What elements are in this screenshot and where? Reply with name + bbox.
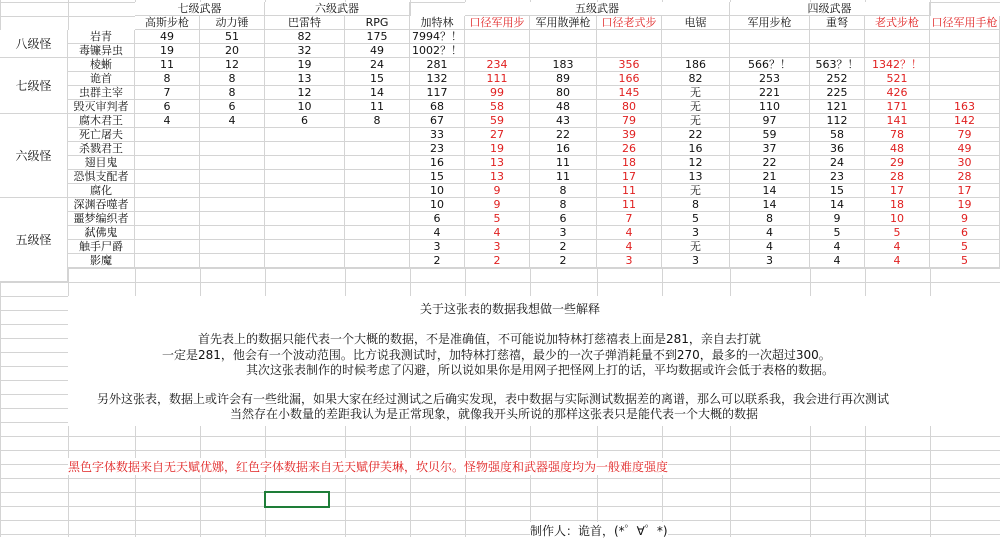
ammo-value[interactable]: 7 [135, 86, 200, 100]
ammo-value[interactable]: 4 [810, 254, 865, 268]
monster-tier-label: 五级怪 [0, 198, 68, 282]
ammo-value[interactable] [135, 142, 200, 156]
ammo-value[interactable] [265, 212, 345, 226]
ammo-value[interactable]: 163 [930, 100, 1000, 114]
weapon-tier-header[interactable]: 六级武器 [265, 2, 410, 16]
ammo-value[interactable]: 无 [662, 114, 730, 128]
ammo-value[interactable]: 80 [597, 100, 662, 114]
ammo-value[interactable]: 29 [865, 156, 930, 170]
weapon-tier-header[interactable]: 五级武器 [465, 2, 730, 16]
ammo-value[interactable]: 22 [730, 156, 810, 170]
ammo-value[interactable]: 142 [930, 114, 1000, 128]
ammo-value[interactable]: 6 [135, 100, 200, 114]
ammo-value[interactable] [200, 170, 265, 184]
ammo-value[interactable]: 79 [597, 114, 662, 128]
weapon-header[interactable]: 军用散弹枪 [530, 16, 597, 30]
ammo-value[interactable]: 9 [930, 212, 1000, 226]
ammo-value[interactable]: 5 [930, 240, 1000, 254]
ammo-value[interactable]: 58 [810, 128, 865, 142]
ammo-value[interactable]: 24 [810, 156, 865, 170]
ammo-value[interactable]: 356 [597, 58, 662, 72]
ammo-value[interactable]: 2 [530, 240, 597, 254]
ammo-value[interactable] [265, 128, 345, 142]
ammo-value[interactable]: 27 [465, 128, 530, 142]
ammo-value[interactable] [200, 156, 265, 170]
ammo-value[interactable]: 89 [530, 72, 597, 86]
monster-name[interactable]: 棱蜥 [68, 58, 135, 72]
ammo-value[interactable]: 4 [810, 240, 865, 254]
ammo-value[interactable]: 3 [410, 240, 465, 254]
weapon-header[interactable]: 口径老式步 [597, 16, 662, 30]
ammo-value[interactable]: 67 [410, 114, 465, 128]
ammo-value[interactable]: 13 [662, 170, 730, 184]
ammo-value[interactable]: 426 [865, 86, 930, 100]
ammo-value[interactable] [200, 198, 265, 212]
ammo-value[interactable]: 4 [135, 114, 200, 128]
ammo-value[interactable] [730, 44, 810, 58]
ammo-value[interactable] [200, 226, 265, 240]
monster-name[interactable]: 虫群主宰 [68, 86, 135, 100]
ammo-value[interactable]: 12 [200, 58, 265, 72]
ammo-value[interactable] [200, 240, 265, 254]
ammo-value[interactable]: 6 [200, 100, 265, 114]
ammo-value[interactable]: 8 [345, 114, 410, 128]
ammo-value[interactable]: 16 [662, 142, 730, 156]
ammo-value[interactable]: 221 [730, 86, 810, 100]
ammo-value[interactable]: 253 [730, 72, 810, 86]
monster-name[interactable]: 诡首 [68, 72, 135, 86]
ammo-value[interactable] [200, 212, 265, 226]
ammo-value[interactable]: 19 [265, 58, 345, 72]
monster-tier-label: 七级怪 [0, 58, 68, 114]
ammo-value[interactable]: 4 [410, 226, 465, 240]
ammo-value[interactable]: 281 [410, 58, 465, 72]
ammo-value[interactable] [810, 30, 865, 44]
ammo-value[interactable] [345, 184, 410, 198]
weapon-header[interactable]: 高斯步枪 [135, 16, 200, 30]
ammo-value[interactable] [345, 212, 410, 226]
ammo-value[interactable] [930, 72, 1000, 86]
ammo-value[interactable]: 32 [265, 44, 345, 58]
ammo-value[interactable] [465, 30, 530, 44]
grid-row-line [0, 436, 1000, 437]
ammo-value[interactable]: 8 [530, 184, 597, 198]
weapon-header[interactable]: RPG [345, 16, 410, 30]
note-p1b: 一定是281，他会有一个波动范围。比方说我测试时，加特林打慈禧，最少的一次子弹消耗量不到270，最多的一次超过300。 [162, 348, 831, 362]
ammo-value[interactable]: 3 [662, 226, 730, 240]
ammo-value[interactable]: 4 [730, 240, 810, 254]
ammo-value[interactable] [345, 254, 410, 268]
ammo-value[interactable]: 11 [530, 156, 597, 170]
ammo-value[interactable]: 59 [465, 114, 530, 128]
ammo-value[interactable]: 4 [730, 226, 810, 240]
ammo-value[interactable] [662, 30, 730, 44]
ammo-value[interactable] [465, 44, 530, 58]
weapon-header[interactable]: 动力锤 [200, 16, 265, 30]
ammo-value[interactable]: 无 [662, 240, 730, 254]
ammo-value[interactable]: 5 [930, 254, 1000, 268]
ammo-value[interactable]: 48 [865, 142, 930, 156]
ammo-value[interactable]: 6 [265, 114, 345, 128]
weapon-header[interactable]: 巴雷特 [265, 16, 345, 30]
ammo-value[interactable]: 6 [410, 212, 465, 226]
ammo-value[interactable] [265, 198, 345, 212]
monster-name[interactable]: 触手尸爵 [68, 240, 135, 254]
ammo-value[interactable]: 49 [930, 142, 1000, 156]
ammo-value[interactable] [265, 226, 345, 240]
ammo-value[interactable] [135, 254, 200, 268]
ammo-value[interactable]: 48 [530, 100, 597, 114]
note-p2a: 另外这张表，数据上或许会有一些纰漏，如果大家在经过测试之后确实发现，表中数据与实际测试数据差的离谱，那么可以联系我，我会进行再次测试 [97, 392, 890, 406]
ammo-value[interactable]: 16 [410, 156, 465, 170]
ammo-value[interactable]: 10 [865, 212, 930, 226]
ammo-value[interactable]: 117 [410, 86, 465, 100]
ammo-value[interactable]: 21 [730, 170, 810, 184]
ammo-value[interactable]: 3 [730, 254, 810, 268]
ammo-value[interactable]: 10 [410, 184, 465, 198]
ammo-value[interactable]: 166 [597, 72, 662, 86]
ammo-value[interactable] [530, 30, 597, 44]
note-p1c: 其次这张表制作的时候考虑了闪避，所以说如果你是用网子把怪网上打的话，平均数据或许会低于表格的数据。 [246, 363, 835, 377]
ammo-value[interactable] [135, 240, 200, 254]
monster-name[interactable]: 死亡屠夫 [68, 128, 135, 142]
ammo-value[interactable]: 5 [465, 212, 530, 226]
ammo-value[interactable] [345, 226, 410, 240]
weapon-tier-header[interactable]: 七级武器 [135, 2, 265, 16]
ammo-value[interactable]: 1342？！ [865, 58, 930, 72]
ammo-value[interactable] [345, 198, 410, 212]
monster-name[interactable]: 岩青 [68, 30, 135, 44]
ammo-value[interactable] [730, 30, 810, 44]
ammo-value[interactable]: 9 [465, 184, 530, 198]
ammo-value[interactable] [345, 240, 410, 254]
ammo-value[interactable]: 111 [465, 72, 530, 86]
ammo-value[interactable] [200, 142, 265, 156]
ammo-value[interactable]: 8 [200, 72, 265, 86]
ammo-value[interactable]: 13 [265, 72, 345, 86]
ammo-value[interactable]: 15 [410, 170, 465, 184]
monster-name[interactable]: 腐木君王 [68, 114, 135, 128]
ammo-value[interactable]: 12 [662, 156, 730, 170]
ammo-value[interactable]: 225 [810, 86, 865, 100]
ammo-value[interactable]: 58 [465, 100, 530, 114]
ammo-value[interactable] [865, 44, 930, 58]
ammo-value[interactable]: 30 [930, 156, 1000, 170]
ammo-value[interactable]: 4 [200, 114, 265, 128]
ammo-value[interactable]: 14 [810, 198, 865, 212]
ammo-value[interactable]: 6 [930, 226, 1000, 240]
ammo-value[interactable] [865, 30, 930, 44]
ammo-value[interactable] [662, 44, 730, 58]
ammo-value[interactable]: 121 [810, 100, 865, 114]
ammo-value[interactable]: 59 [730, 128, 810, 142]
monster-name[interactable]: 恐惧支配者 [68, 170, 135, 184]
ammo-value[interactable] [135, 226, 200, 240]
weapon-tier-header[interactable]: 四级武器 [730, 2, 930, 16]
ammo-value[interactable]: 8 [200, 86, 265, 100]
ammo-value[interactable]: 3 [530, 226, 597, 240]
monster-name[interactable]: 毁灭审判者 [68, 100, 135, 114]
ammo-value[interactable]: 14 [345, 86, 410, 100]
monster-name[interactable]: 杀戮君王 [68, 142, 135, 156]
ammo-value[interactable]: 8 [530, 198, 597, 212]
ammo-value[interactable] [135, 184, 200, 198]
grid-row-line [0, 492, 1000, 493]
ammo-value[interactable] [930, 58, 1000, 72]
ammo-value[interactable]: 4 [465, 226, 530, 240]
ammo-value[interactable] [135, 128, 200, 142]
monster-tier-label: 八级怪 [0, 30, 68, 58]
ammo-value[interactable]: 15 [810, 184, 865, 198]
ammo-value[interactable]: 6 [530, 212, 597, 226]
grid-row-line [0, 520, 1000, 521]
ammo-value[interactable]: 8 [730, 212, 810, 226]
ammo-value[interactable]: 33 [410, 128, 465, 142]
ammo-value[interactable]: 4 [597, 240, 662, 254]
ammo-value[interactable]: 566？！ [730, 58, 810, 72]
ammo-value[interactable]: 3 [465, 240, 530, 254]
ammo-value[interactable]: 3 [662, 254, 730, 268]
ammo-value[interactable] [200, 254, 265, 268]
ammo-value[interactable]: 132 [410, 72, 465, 86]
grid-row-line [0, 268, 1000, 269]
ammo-value[interactable]: 82 [265, 30, 345, 44]
ammo-value[interactable]: 20 [200, 44, 265, 58]
ammo-value[interactable]: 5 [810, 226, 865, 240]
weapon-header[interactable]: 军用步枪 [730, 16, 810, 30]
ammo-value[interactable]: 9 [810, 212, 865, 226]
ammo-value[interactable]: 19 [135, 44, 200, 58]
ammo-value[interactable]: 171 [865, 100, 930, 114]
ammo-value[interactable]: 无 [662, 86, 730, 100]
ammo-value[interactable] [930, 30, 1000, 44]
ammo-value[interactable]: 2 [530, 254, 597, 268]
ammo-value[interactable]: 5 [865, 226, 930, 240]
ammo-value[interactable]: 10 [265, 100, 345, 114]
ammo-value[interactable]: 79 [930, 128, 1000, 142]
ammo-value[interactable]: 23 [810, 170, 865, 184]
ammo-value[interactable]: 51 [200, 30, 265, 44]
ammo-value[interactable]: 17 [930, 184, 1000, 198]
ammo-value[interactable]: 19 [930, 198, 1000, 212]
ammo-value[interactable] [530, 44, 597, 58]
ammo-value[interactable]: 4 [865, 240, 930, 254]
ammo-value[interactable] [930, 44, 1000, 58]
weapon-header[interactable]: 口径军用步 [465, 16, 530, 30]
ammo-value[interactable] [265, 170, 345, 184]
ammo-value[interactable]: 82 [662, 72, 730, 86]
weapon-header[interactable]: 加特林 [410, 16, 465, 30]
ammo-value[interactable]: 22 [530, 128, 597, 142]
selected-cell[interactable] [264, 491, 330, 508]
ammo-value[interactable]: 49 [135, 30, 200, 44]
ammo-value[interactable]: 3 [597, 254, 662, 268]
ammo-value[interactable]: 4 [597, 226, 662, 240]
ammo-value[interactable]: 4 [865, 254, 930, 268]
ammo-value[interactable]: 26 [597, 142, 662, 156]
ammo-value[interactable] [200, 128, 265, 142]
ammo-value[interactable]: 7 [597, 212, 662, 226]
ammo-value[interactable]: 8 [662, 198, 730, 212]
note-p1a: 首先表上的数据只能代表一个大概的数据，不是准确值，不可能说加特林打慈禧表上面是281，亲自去打就 [198, 332, 761, 346]
ammo-value[interactable]: 68 [410, 100, 465, 114]
ammo-value[interactable]: 1002？！ [410, 44, 465, 58]
ammo-value[interactable]: 28 [930, 170, 1000, 184]
ammo-value[interactable]: 22 [662, 128, 730, 142]
ammo-value[interactable]: 39 [597, 128, 662, 142]
ammo-value[interactable]: 80 [530, 86, 597, 100]
ammo-value[interactable]: 99 [465, 86, 530, 100]
ammo-value[interactable]: 521 [865, 72, 930, 86]
monster-name[interactable]: 腐化 [68, 184, 135, 198]
monster-name[interactable]: 深渊吞噬者 [68, 198, 135, 212]
grid-row-line [0, 478, 1000, 479]
ammo-value[interactable]: 9 [465, 198, 530, 212]
ammo-value[interactable]: 12 [265, 86, 345, 100]
ammo-value[interactable] [930, 86, 1000, 100]
note-credit: 制作人：诡首，(*゜∀゜*) [530, 524, 668, 538]
ammo-value[interactable]: 5 [662, 212, 730, 226]
ammo-value[interactable]: 2 [465, 254, 530, 268]
ammo-value[interactable]: 112 [810, 114, 865, 128]
ammo-value[interactable]: 49 [345, 44, 410, 58]
weapon-header[interactable]: 老式步枪 [865, 16, 930, 30]
ammo-value[interactable]: 563？！ [810, 58, 865, 72]
ammo-value[interactable] [265, 184, 345, 198]
ammo-value[interactable]: 11 [530, 170, 597, 184]
note-source: 黑色字体数据来自无天赋优娜，红色字体数据来自无天赋伊芙琳，坎贝尔。怪物强度和武器强度均为一般难度强度 [68, 460, 669, 474]
ammo-value[interactable]: 14 [730, 184, 810, 198]
weapon-header[interactable]: 口径军用手枪 [930, 16, 1000, 30]
ammo-value[interactable]: 13 [465, 156, 530, 170]
monster-name[interactable]: 翅目鬼 [68, 156, 135, 170]
ammo-value[interactable] [135, 198, 200, 212]
ammo-value[interactable]: 97 [730, 114, 810, 128]
ammo-value[interactable] [265, 240, 345, 254]
ammo-value[interactable] [345, 156, 410, 170]
ammo-value[interactable] [200, 184, 265, 198]
ammo-value[interactable]: 17 [597, 170, 662, 184]
monster-tier-label: 六级怪 [0, 114, 68, 198]
grid-row-line [0, 506, 1000, 507]
ammo-value[interactable]: 11 [597, 198, 662, 212]
weapon-header[interactable]: 重弩 [810, 16, 865, 30]
ammo-value[interactable]: 2 [410, 254, 465, 268]
ammo-value[interactable]: 7994？！ [410, 30, 465, 44]
grid-row-line [0, 534, 1000, 535]
ammo-value[interactable]: 24 [345, 58, 410, 72]
ammo-value[interactable]: 23 [410, 142, 465, 156]
ammo-value[interactable]: 15 [345, 72, 410, 86]
ammo-value[interactable]: 252 [810, 72, 865, 86]
ammo-value[interactable]: 234 [465, 58, 530, 72]
ammo-value[interactable] [265, 254, 345, 268]
ammo-value[interactable]: 11 [345, 100, 410, 114]
ammo-value[interactable] [265, 142, 345, 156]
ammo-value[interactable] [597, 30, 662, 44]
monster-name[interactable]: 弑佛鬼 [68, 226, 135, 240]
ammo-value[interactable] [345, 170, 410, 184]
ammo-value[interactable] [135, 156, 200, 170]
ammo-value[interactable]: 14 [730, 198, 810, 212]
ammo-value[interactable]: 11 [597, 184, 662, 198]
ammo-value[interactable] [345, 128, 410, 142]
ammo-value[interactable] [135, 170, 200, 184]
ammo-value[interactable]: 141 [865, 114, 930, 128]
ammo-value[interactable]: 36 [810, 142, 865, 156]
ammo-value[interactable]: 8 [135, 72, 200, 86]
ammo-value[interactable] [135, 212, 200, 226]
ammo-value[interactable]: 186 [662, 58, 730, 72]
grid-row-line [0, 282, 1000, 283]
ammo-value[interactable]: 16 [530, 142, 597, 156]
ammo-value[interactable] [265, 156, 345, 170]
grid-row-line [0, 450, 1000, 451]
ammo-value[interactable]: 37 [730, 142, 810, 156]
monster-name[interactable]: 噩梦编织者 [68, 212, 135, 226]
note-p2b: 当然存在小数量的差距我认为是正常现象，就像我开头所说的那样这张表只是能代表一个大概的数据 [230, 407, 759, 421]
ammo-value[interactable]: 43 [530, 114, 597, 128]
ammo-value[interactable]: 17 [865, 184, 930, 198]
ammo-value[interactable]: 183 [530, 58, 597, 72]
ammo-value[interactable]: 11 [135, 58, 200, 72]
ammo-value[interactable]: 10 [410, 198, 465, 212]
ammo-value[interactable] [345, 142, 410, 156]
ammo-value[interactable]: 78 [865, 128, 930, 142]
ammo-value[interactable] [597, 44, 662, 58]
ammo-value[interactable]: 无 [662, 184, 730, 198]
ammo-value[interactable]: 18 [597, 156, 662, 170]
note-title: 关于这张表的数据我想做一些解释 [420, 302, 601, 316]
ammo-value[interactable]: 无 [662, 100, 730, 114]
ammo-value[interactable] [810, 44, 865, 58]
ammo-value[interactable]: 28 [865, 170, 930, 184]
ammo-value[interactable]: 13 [465, 170, 530, 184]
ammo-value[interactable]: 18 [865, 198, 930, 212]
ammo-value[interactable]: 19 [465, 142, 530, 156]
weapon-header[interactable]: 电锯 [662, 16, 730, 30]
ammo-value[interactable]: 110 [730, 100, 810, 114]
monster-name[interactable]: 毒镰异虫 [68, 44, 135, 58]
monster-name[interactable]: 影魔 [68, 254, 135, 268]
ammo-value[interactable]: 145 [597, 86, 662, 100]
ammo-value[interactable]: 175 [345, 30, 410, 44]
